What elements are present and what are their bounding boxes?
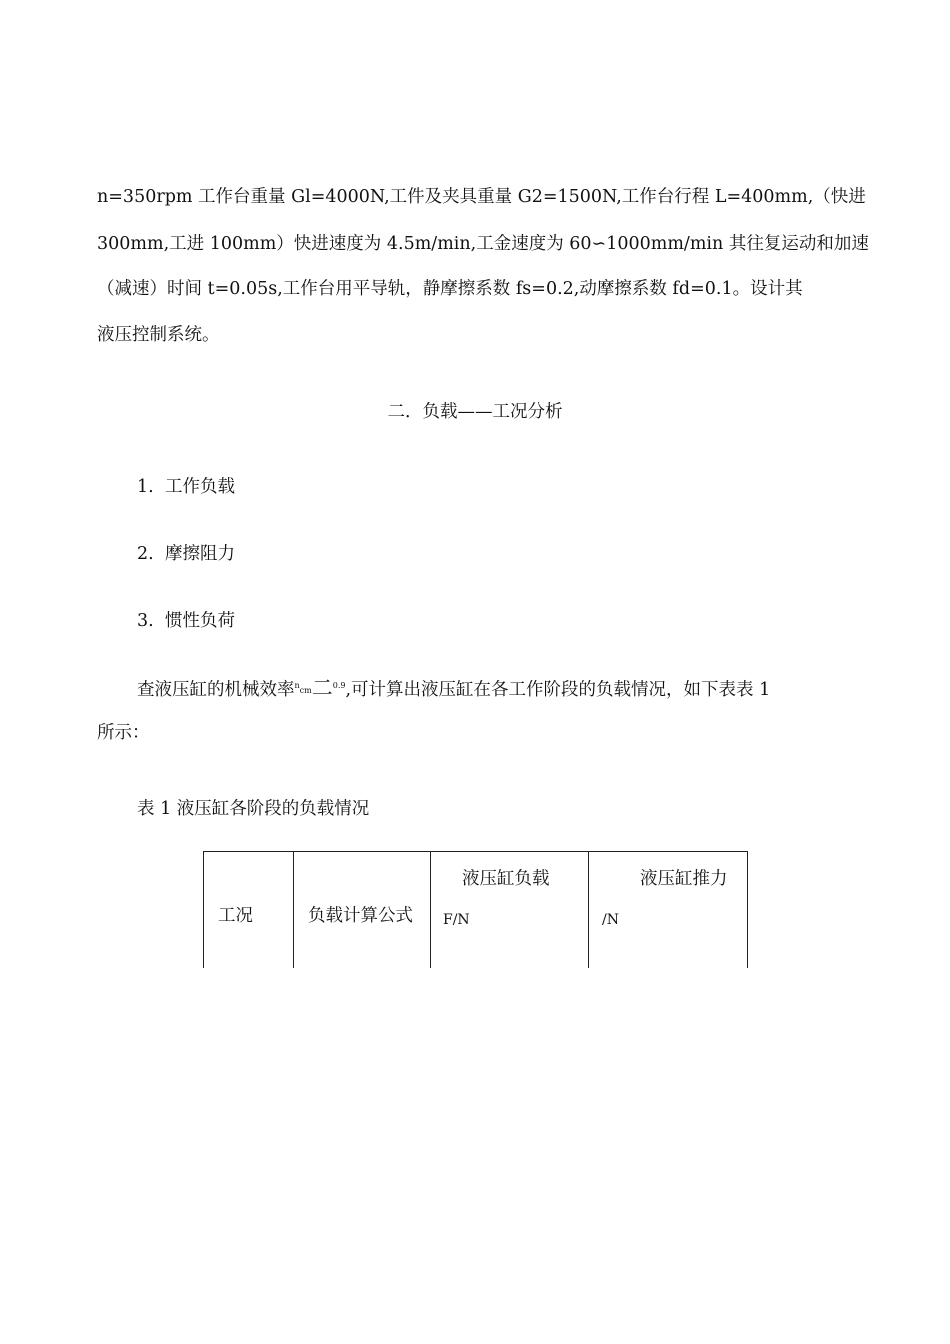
load-table (203, 851, 748, 968)
list-item (137, 607, 235, 632)
table-border (747, 851, 748, 968)
table-border (293, 851, 294, 968)
header-cell-thrust: 液压缸推力 (640, 869, 728, 889)
header-cell-thrust-unit: /N (602, 912, 619, 928)
efficiency-suffix: ,可计算出液压缸在各工作阶段的负载情况，如下表表 1 (345, 680, 771, 700)
efficiency-line (137, 672, 897, 702)
list-item (137, 473, 235, 498)
list-item-label: 摩擦阻力 (165, 544, 235, 564)
efficiency-subscript: cm (299, 686, 312, 695)
table-caption: 表 1 液压缸各阶段的负载情况 (137, 799, 370, 819)
table-border (203, 851, 204, 968)
efficiency-symbol: n (294, 681, 300, 690)
list-item-number: 2. (137, 544, 154, 564)
table-border (430, 851, 431, 968)
list-item-number: 3. (137, 611, 154, 631)
header-cell-formula: 负载计算公式 (308, 906, 413, 926)
header-cell-load: 液压缸负载 (462, 869, 550, 889)
section-heading: 二．负载——工况分析 (387, 402, 563, 422)
table-top-border (203, 851, 748, 852)
efficiency-prefix: 查液压缸的机械效率 (137, 680, 295, 700)
efficiency-line-2: 所示： (97, 723, 150, 743)
efficiency-value: 0.9 (332, 681, 346, 690)
intro-line-3: （减速）时间 t=0.05s,工作台用平导轨，静摩擦系数 fs=0.2,动摩擦系数 fd=0.1。设计其 (97, 279, 803, 299)
efficiency-equals: 二 (311, 676, 333, 700)
intro-line-2: 300mm,工进 100mm）快进速度为 4.5m/min,工金速度为 60∽1000mm/min 其往复运动和加速 (97, 234, 869, 254)
intro-line-1: n=350rpm 工作台重量 Gl=4000N,工件及夹具重量 G2=1500N,工作台行程 L=400mm,（快进 (97, 187, 866, 207)
list-item-number: 1. (137, 477, 154, 497)
table-border (588, 851, 589, 968)
list-item-label: 工作负载 (165, 477, 235, 497)
intro-line-4: 液压控制系统。 (97, 325, 220, 345)
list-item-label: 惯性负荷 (165, 611, 235, 631)
header-cell-load-unit: F/N (443, 912, 470, 928)
list-item (137, 540, 235, 565)
header-cell-condition: 工况 (218, 906, 253, 926)
